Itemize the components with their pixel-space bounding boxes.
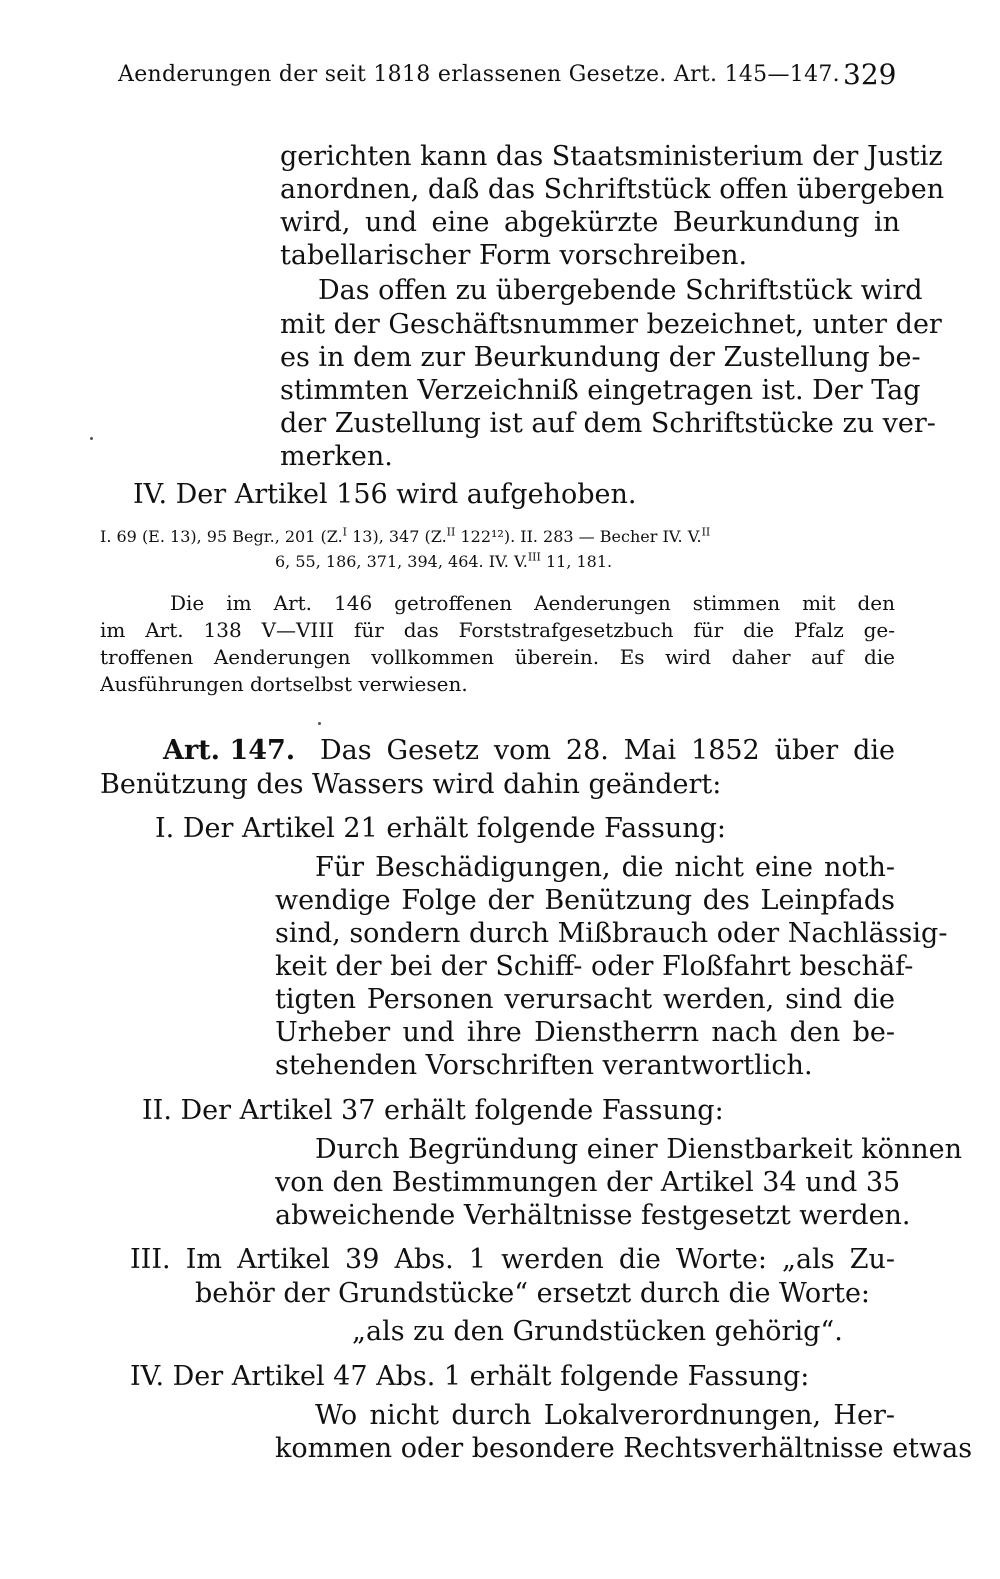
reference-line: 6, 55, 186, 371, 394, 464. IV. V.$^{III}$ 11, 181. xyxy=(275,550,613,571)
quoted-line: abweichende Verhältnisse festgesetzt werden. xyxy=(275,1200,911,1231)
quoted-words: „als zu den Grundstücken gehörig“. xyxy=(352,1316,843,1347)
quoted-line: Durch Begründung einer Dienstbarkeit können xyxy=(315,1134,963,1165)
item-heading: IV. Der Artikel 47 Abs. 1 erhält folgende Fassung: xyxy=(130,1361,810,1392)
text-line: Das offen zu übergebende Schriftstück wird xyxy=(318,275,923,306)
page-number: 329 xyxy=(843,58,897,91)
quoted-line: Für Beschädigungen, die nicht eine noth- xyxy=(315,852,895,883)
text-line: es in dem zur Beurkundung der Zustellung be- xyxy=(280,342,921,373)
item-iv-repeal: IV. Der Artikel 156 wird aufgehoben. xyxy=(133,479,637,510)
item-heading: III. Im Artikel 39 Abs. 1 werden die Worte: „als Zu- xyxy=(130,1244,895,1275)
note-line: Ausführungen dortselbst verwiesen. xyxy=(100,672,468,696)
note-line: Die im Art. 146 getroffenen Aenderungen stimmen mit den xyxy=(170,591,895,615)
quoted-line: Wo nicht durch Lokalverordnungen, Her- xyxy=(315,1400,895,1431)
quoted-line: kommen oder besondere Rechtsverhältnisse etwas xyxy=(275,1433,973,1464)
item-heading: I. Der Artikel 21 erhält folgende Fassung: xyxy=(155,813,727,844)
article-intro: Benützung des Wassers wird dahin geändert: xyxy=(100,769,722,800)
article-intro: Das Gesetz vom 28. Mai 1852 über die xyxy=(320,735,895,766)
note-line: troffenen Aenderungen vollkommen überein. Es wird daher auf die xyxy=(100,645,895,669)
item-text: behör der Grundstücke“ ersetzt durch die Worte: xyxy=(195,1278,871,1309)
reference-line: I. 69 (E. 13), 95 Begr., 201 (Z.$^I$ 13), 347 (Z.$^{II}$ 122¹²). II. 283 — Becher IV. V.$^{II}$ xyxy=(100,525,711,546)
print-speck xyxy=(90,437,93,440)
text-line: tabellarischer Form vorschreiben. xyxy=(280,240,748,271)
quoted-line: von den Bestimmungen der Artikel 34 und 35 xyxy=(275,1167,901,1198)
item-heading: II. Der Artikel 37 erhält folgende Fassung: xyxy=(142,1095,724,1126)
text-line: anordnen, daß das Schriftstück offen übergeben xyxy=(280,174,945,205)
quoted-line: Urheber und ihre Dienstherrn nach den be- xyxy=(275,1017,895,1048)
text-line: gerichten kann das Staatsministerium der Justiz xyxy=(280,141,943,172)
text-line: wird, und eine abgekürzte Beurkundung in xyxy=(280,207,900,238)
quoted-line: keit der bei der Schiff- oder Floßfahrt beschäf- xyxy=(275,951,914,982)
quoted-line: stehenden Vorschriften verantwortlich. xyxy=(275,1050,813,1081)
print-speck xyxy=(318,722,321,725)
running-head: Aenderungen der seit 1818 erlassenen Gesetze. Art. 145—147. xyxy=(118,62,840,87)
article-label: Art. 147. xyxy=(163,735,296,766)
note-line: im Art. 138 V—VIII für das Forststrafgesetzbuch für die Pfalz ge- xyxy=(100,618,895,642)
text-line: mit der Geschäftsnummer bezeichnet, unter der xyxy=(280,309,942,340)
text-line: stimmten Verzeichniß eingetragen ist. Der Tag xyxy=(280,375,921,406)
quoted-line: wendige Folge der Benützung des Leinpfads xyxy=(275,885,895,916)
quoted-line: tigten Personen verursacht werden, sind die xyxy=(275,984,895,1015)
text-line: der Zustellung ist auf dem Schriftstücke zu ver- xyxy=(280,408,936,439)
quoted-line: sind, sondern durch Mißbrauch oder Nachlässig- xyxy=(275,918,948,949)
text-line: merken. xyxy=(280,441,393,472)
